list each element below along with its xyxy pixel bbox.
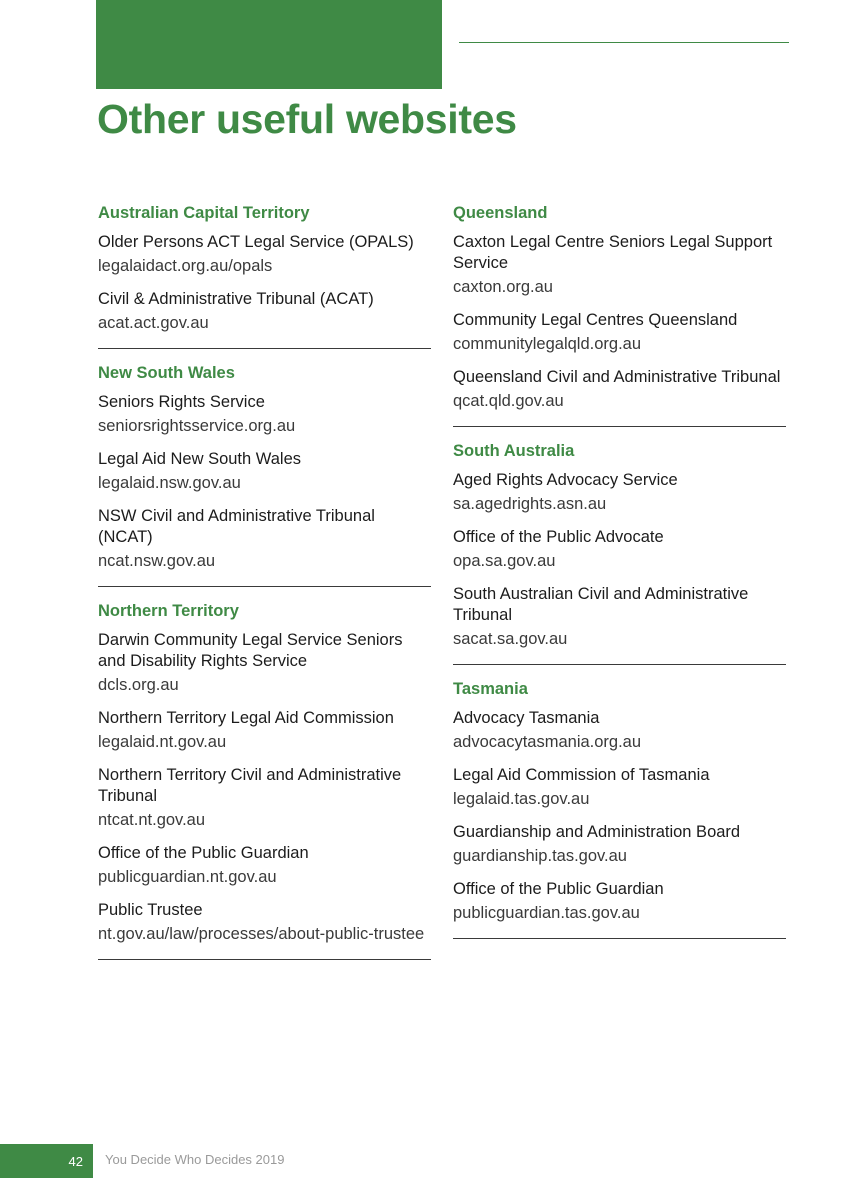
list-item — [453, 527, 789, 572]
website-link[interactable]: sacat.sa.gov.au — [453, 630, 568, 648]
section — [98, 601, 434, 960]
section-divider — [453, 664, 786, 665]
section-divider — [453, 938, 786, 939]
organisation-name: Civil & Administrative Tribunal (ACAT) — [98, 290, 374, 308]
right-column — [453, 203, 789, 953]
organisation-name: Northern Territory Legal Aid Commission — [98, 709, 394, 727]
organisation-name: Caxton Legal Centre Seniors Legal Support Service — [453, 233, 773, 272]
section-divider — [98, 586, 431, 587]
footer-publication: You Decide Who Decides 2019 — [105, 1152, 285, 1167]
website-link[interactable]: guardianship.tas.gov.au — [453, 847, 627, 865]
website-link[interactable]: dcls.org.au — [98, 676, 179, 694]
left-column — [98, 203, 434, 974]
list-item — [98, 765, 434, 831]
section-divider — [98, 959, 431, 960]
section-heading: South Australia — [453, 442, 575, 460]
website-link[interactable]: ncat.nsw.gov.au — [98, 552, 216, 570]
organisation-name: Guardianship and Administration Board — [453, 823, 741, 841]
organisation-name: Darwin Community Legal Service Seniors and Disability Rights Service — [98, 631, 403, 670]
page-number: 42 — [68, 1153, 83, 1169]
organisation-name: Seniors Rights Service — [98, 393, 265, 411]
list-item — [98, 392, 434, 437]
website-link[interactable]: publicguardian.tas.gov.au — [453, 904, 640, 922]
organisation-name: Queensland Civil and Administrative Tribunal — [453, 368, 781, 386]
list-item — [453, 765, 789, 810]
organisation-name: Community Legal Centres Queensland — [453, 311, 738, 329]
website-link[interactable]: qcat.qld.gov.au — [453, 392, 564, 410]
section-divider — [98, 348, 431, 349]
section-heading: New South Wales — [98, 364, 235, 382]
section-heading: Tasmania — [453, 680, 528, 698]
header-green-block — [96, 0, 442, 89]
list-item — [453, 708, 789, 753]
organisation-name: Older Persons ACT Legal Service (OPALS) — [98, 233, 414, 251]
organisation-name: NSW Civil and Administrative Tribunal (NCAT) — [98, 507, 375, 546]
organisation-name: Aged Rights Advocacy Service — [453, 471, 678, 489]
organisation-name: Legal Aid Commission of Tasmania — [453, 766, 710, 784]
website-link[interactable]: legalaidact.org.au/opals — [98, 257, 273, 275]
section — [98, 203, 434, 349]
list-item — [98, 630, 434, 696]
list-item — [453, 367, 789, 412]
website-link[interactable]: communitylegalqld.org.au — [453, 335, 642, 353]
list-item — [453, 470, 789, 515]
list-item — [98, 506, 434, 572]
list-item — [453, 584, 789, 650]
list-item — [98, 708, 434, 753]
website-link[interactable]: publicguardian.nt.gov.au — [98, 868, 277, 886]
list-item — [98, 289, 434, 334]
list-item — [98, 900, 434, 945]
organisation-name: Public Trustee — [98, 901, 203, 919]
section-heading: Northern Territory — [98, 602, 239, 620]
section — [453, 441, 789, 665]
page-title: Other useful websites — [97, 96, 517, 142]
organisation-name: Legal Aid New South Wales — [98, 450, 302, 468]
section — [453, 203, 789, 427]
organisation-name: Advocacy Tasmania — [453, 709, 600, 727]
list-item — [98, 449, 434, 494]
organisation-name: Office of the Public Guardian — [98, 844, 309, 862]
organisation-name: Northern Territory Civil and Administrative Tribunal — [98, 766, 402, 805]
website-link[interactable]: legalaid.nt.gov.au — [98, 733, 227, 751]
header-rule — [459, 42, 789, 43]
organisation-name: South Australian Civil and Administrative Tribunal — [453, 585, 749, 624]
list-item — [98, 232, 434, 277]
page-number-tab — [0, 1144, 93, 1178]
section — [453, 679, 789, 939]
organisation-name: Office of the Public Advocate — [453, 528, 664, 546]
list-item — [453, 232, 789, 298]
website-link[interactable]: sa.agedrights.asn.au — [453, 495, 607, 513]
list-item — [98, 843, 434, 888]
website-link[interactable]: nt.gov.au/law/processes/about-public-trustee — [98, 925, 425, 943]
section-heading: Australian Capital Territory — [98, 204, 310, 222]
section — [98, 363, 434, 587]
website-link[interactable]: acat.act.gov.au — [98, 314, 209, 332]
website-link[interactable]: seniorsrightsservice.org.au — [98, 417, 296, 435]
section-heading: Queensland — [453, 204, 548, 222]
section-divider — [453, 426, 786, 427]
website-link[interactable]: caxton.org.au — [453, 278, 553, 296]
list-item — [453, 879, 789, 924]
list-item — [453, 822, 789, 867]
website-link[interactable]: legalaid.nsw.gov.au — [98, 474, 241, 492]
list-item — [453, 310, 789, 355]
website-link[interactable]: opa.sa.gov.au — [453, 552, 556, 570]
website-link[interactable]: ntcat.nt.gov.au — [98, 811, 206, 829]
website-link[interactable]: advocacytasmania.org.au — [453, 733, 642, 751]
organisation-name: Office of the Public Guardian — [453, 880, 664, 898]
website-link[interactable]: legalaid.tas.gov.au — [453, 790, 590, 808]
